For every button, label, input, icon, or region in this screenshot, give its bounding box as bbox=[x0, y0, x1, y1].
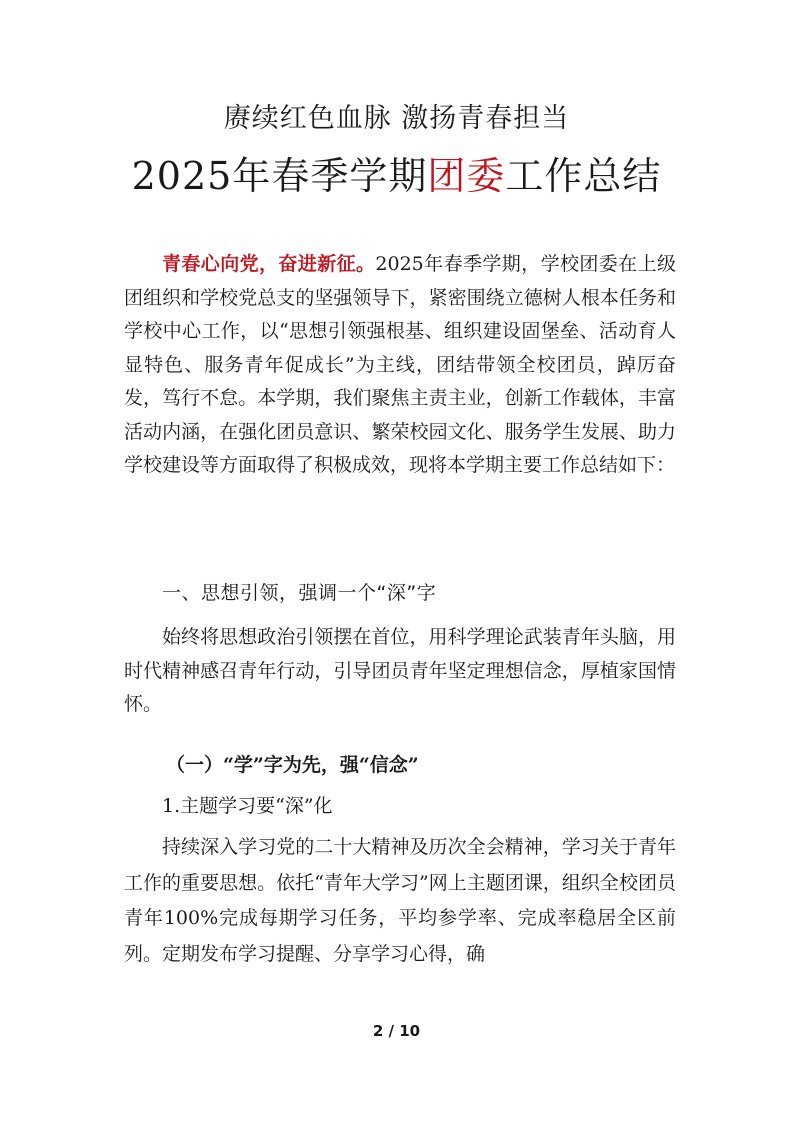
page-number: 2 / 10 bbox=[372, 1022, 421, 1040]
subsection1-heading: （一）“学”字为先，强“信念” bbox=[166, 754, 419, 776]
document-title-line1: 赓续红色血脉 激扬青春担当 bbox=[223, 103, 570, 134]
section1-paragraph: 始终将思想政治引领摆在首位，用科学理论武装青年头脑，用时代精神感召青年行动，引导团员青年坚定理想信念，厚植家国情怀。 bbox=[124, 626, 676, 715]
item1-heading: 1.主题学习要“深”化 bbox=[162, 795, 333, 817]
title-prefix: 2025年春季学期 bbox=[131, 154, 428, 198]
intro-text: 2025年春季学期，学校团委在上级团组织和学校党总支的坚强领导下，紧密围绕立德树人根本任务和学校中心工作，以“思想引领强根基、组织建设固堡垒、活动育人显特色、服务青年促成长”为主线，团结带领全校团员，踔厉奋发，笃行不怠。本学期，我们聚焦主责主业，创新工作载体，丰富活动内涵，在强化团员意识、繁荣校园文化、服务学生发展、助力学校建设等方面取得了积极成效，现将本学期主要工作总结如下： bbox=[124, 253, 676, 476]
intro-lead: 青春心向党，奋进新征。 bbox=[162, 253, 376, 275]
title-highlight: 团委 bbox=[427, 154, 506, 198]
intro-paragraph bbox=[124, 248, 676, 483]
title-suffix: 工作总结 bbox=[505, 154, 662, 198]
section1-heading: 一、思想引领，强调一个“深”字 bbox=[162, 582, 437, 604]
item1-paragraph: 持续深入学习党的二十大精神及历次全会精神，学习关于青年工作的重要思想。依托“青年大学习”网上主题团课，组织全校团员青年100%完成每期学习任务，平均参学率、完成率稳居全区前列。定期发布学习提醒、分享学习心得，确 bbox=[124, 836, 676, 965]
document-title-line2 bbox=[0, 145, 793, 200]
